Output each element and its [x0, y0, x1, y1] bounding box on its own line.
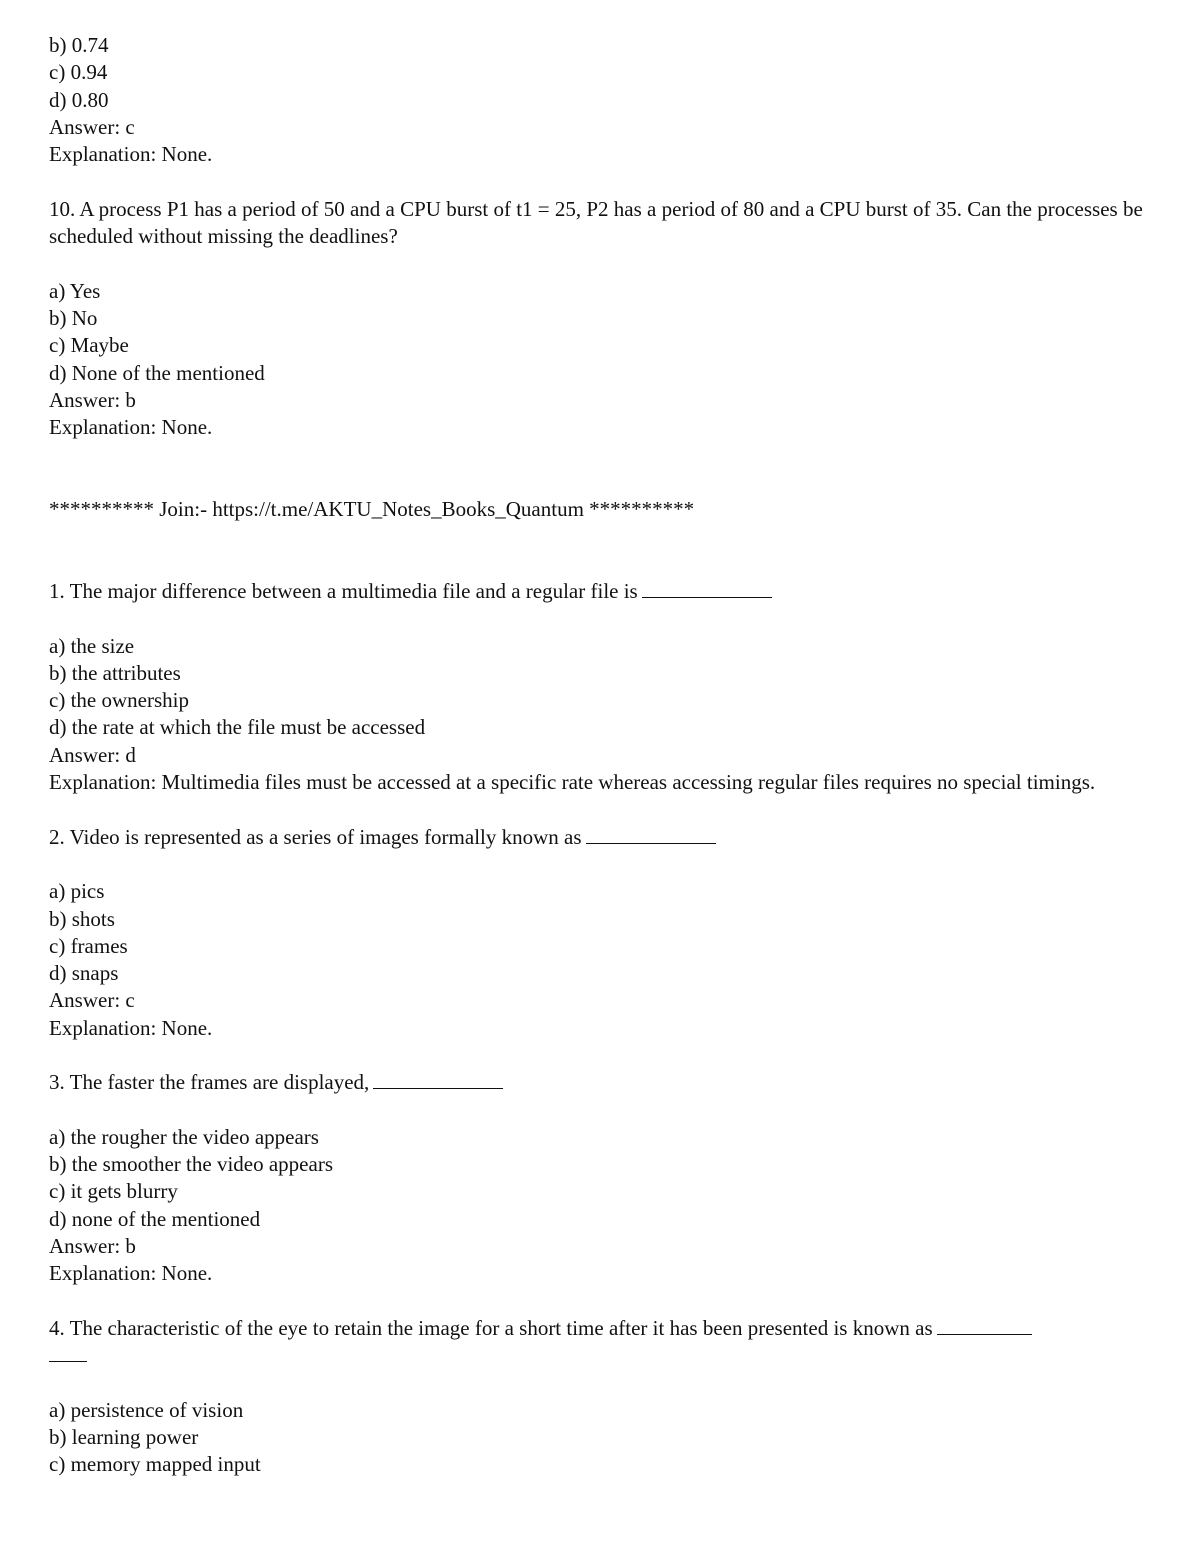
answer: Answer: b	[49, 387, 136, 412]
question-text-wrap	[49, 824, 1149, 851]
option: b) 0.74	[49, 33, 109, 57]
explanation: Explanation: None.	[49, 142, 213, 167]
option: d) None of the mentioned	[49, 360, 265, 385]
question-text: 1. The major difference between a multimedia file and a regular file is	[49, 578, 638, 603]
answer: Answer: d	[49, 742, 136, 767]
option: d) none of the mentioned	[49, 1206, 261, 1231]
question-1	[49, 578, 1149, 796]
option: d) snaps	[49, 961, 119, 986]
answer: Answer: c	[49, 988, 135, 1013]
answer-blank	[937, 1333, 1032, 1335]
answer-blank-continuation	[49, 1342, 1149, 1369]
answer-blank	[586, 842, 716, 844]
option: a) persistence of vision	[49, 1397, 244, 1422]
option: b) the smoother the video appears	[49, 1152, 333, 1177]
question-3	[49, 1069, 1149, 1287]
option: c) Maybe	[49, 333, 129, 358]
explanation: Explanation: None.	[49, 1015, 213, 1040]
option: b) learning power	[49, 1425, 199, 1450]
option: c) it gets blurry	[49, 1179, 178, 1204]
option: c) 0.94	[49, 60, 108, 85]
answer: Answer: c	[49, 114, 135, 139]
option: a) the rougher the video appears	[49, 1124, 319, 1149]
question-text-wrap	[49, 1315, 1149, 1342]
answer-blank	[642, 596, 772, 598]
option: b) shots	[49, 906, 115, 931]
explanation: Explanation: Multimedia files must be accessed at a specific rate whereas accessing regular files requires no special timings.	[49, 770, 1096, 795]
option: b) No	[49, 305, 98, 330]
option: a) Yes	[49, 278, 101, 303]
explanation: Explanation: None.	[49, 415, 213, 440]
option: d) 0.80	[49, 87, 109, 112]
join-banner: ********** Join:- https://t.me/AKTU_Notes_Books_Quantum **********	[49, 497, 695, 522]
answer: Answer: b	[49, 1234, 136, 1259]
question-text-wrap	[49, 1069, 1149, 1096]
document-page	[49, 32, 1149, 1479]
option: d) the rate at which the file must be accessed	[49, 715, 426, 740]
question-10	[49, 196, 1149, 442]
option: c) the ownership	[49, 688, 189, 713]
question-text: 10. A process P1 has a period of 50 and a CPU burst of t1 = 25, P2 has a period of 80 and a CPU burst of 35. Can the processes be scheduled without missing the deadlines?	[49, 196, 1143, 249]
option: a) the size	[49, 633, 135, 658]
question-2	[49, 824, 1149, 1042]
option: c) frames	[49, 933, 128, 958]
option: c) memory mapped input	[49, 1452, 261, 1477]
option: b) the attributes	[49, 660, 181, 685]
question-text: 4. The characteristic of the eye to retain the image for a short time after it has been presented is known as	[49, 1315, 933, 1340]
question-text: 2. Video is represented as a series of images formally known as	[49, 824, 582, 849]
explanation: Explanation: None.	[49, 1261, 213, 1286]
question-4	[49, 1315, 1149, 1479]
question-text-wrap	[49, 578, 1149, 605]
prev-question	[49, 32, 1149, 168]
option: a) pics	[49, 879, 105, 904]
answer-blank	[49, 1360, 87, 1362]
answer-blank	[373, 1087, 503, 1089]
question-text: 3. The faster the frames are displayed,	[49, 1070, 370, 1095]
